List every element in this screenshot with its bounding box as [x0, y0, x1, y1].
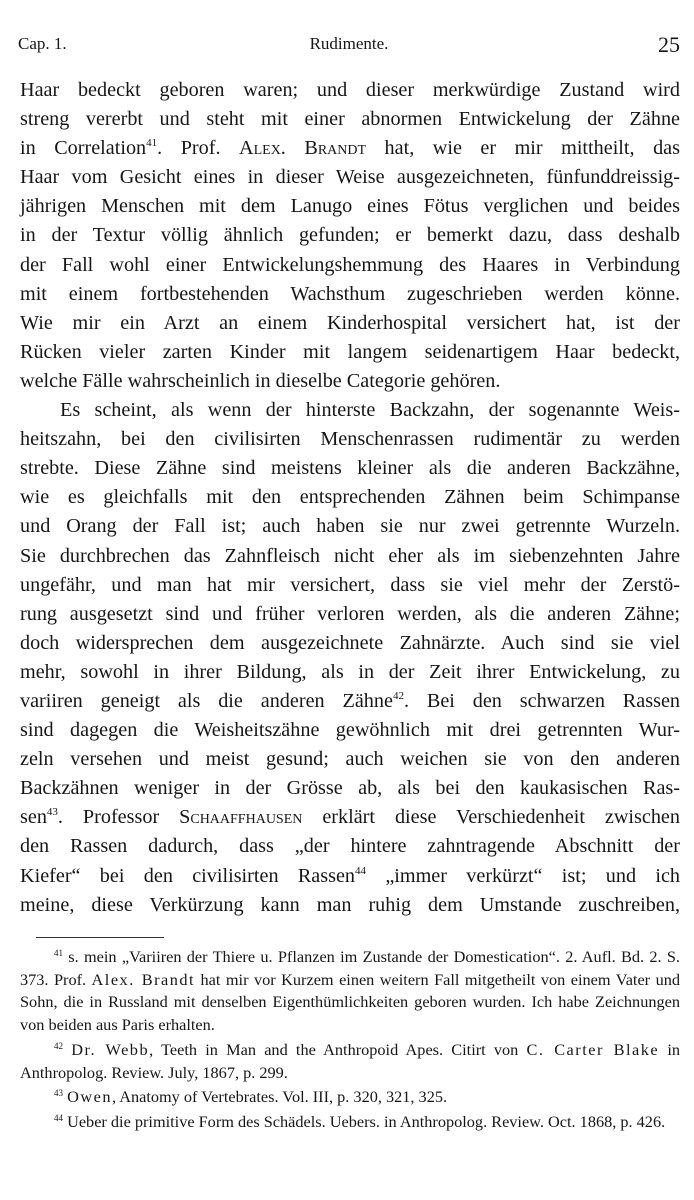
text-line: mit einem fortbestehenden Wachsthum zugeschrieben werden könne.	[20, 282, 680, 305]
text-line: jährigen Menschen mit dem Lanugo eines Fötus verglichen und beides	[20, 195, 680, 218]
footnote-ref: 43	[46, 806, 58, 819]
footnote-44: $^{44}$ Ueber die primitive Form des Schädels. Uebers. in Anthropolog. Review. Oct. 1868, p. 426.	[54, 1111, 666, 1131]
text-line: ungefähr, und man hat mir versichert, dass sie viel mehr der Zerstö-	[20, 573, 680, 596]
footnote-mark: 44	[54, 1112, 63, 1123]
text-line: mehr, sowohl in ihrer Bildung, als in der Zeit ihrer Entwickelung, zu	[20, 660, 680, 683]
text-line: Backzähnen weniger in der Grösse ab, als bei den kaukasischen Ras-	[20, 777, 680, 800]
text-line: strebte. Diese Zähne sind meistens kleiner als die anderen Backzähne,	[20, 457, 680, 480]
text-line: Kiefer“ bei den civilisirten Rassen$^{44}$ „immer verkürzt“ ist; und ich	[20, 864, 680, 887]
text-line: Es scheint, als wenn der hinterste Backzahn, der sogenannte Weis-	[60, 399, 680, 422]
footnote-mark: 42	[54, 1040, 63, 1051]
text-line: sen$^{43}$. Professor Schaaffhausen erklärt diese Verschiedenheit zwischen	[20, 806, 680, 829]
text-line: variiren geneigt als die anderen Zähne$^{42}$. Bei den schwarzen Rassen	[20, 689, 681, 712]
text-line: streng vererbt und steht mit einer abnormen Entwickelung der Zähne	[20, 108, 680, 131]
text-line: welche Fälle wahrscheinlich in dieselbe Categorie gehören.	[20, 369, 501, 392]
footnote-divider	[36, 937, 164, 938]
text-line: und Orang der Fall ist; auch haben sie nur zwei getrennte Wurzeln.	[20, 515, 680, 538]
footnote-ref: 42	[392, 689, 404, 702]
text-line: wie es gleichfalls mit den entsprechenden Zähnen beim Schimpanse	[20, 486, 680, 509]
text-line: Sie durchbrechen das Zahnfleisch nicht eher als im siebenzehnten Jahre	[20, 544, 680, 567]
author-name: Dr. Webb	[71, 1039, 150, 1059]
text-line: Haar bedeckt geboren waren; und dieser merkwürdige Zustand wird	[20, 79, 680, 101]
running-header	[18, 34, 680, 64]
main-text	[20, 76, 680, 920]
author-name: Schaaffhausen	[179, 806, 303, 829]
page-number: 25	[658, 32, 680, 57]
footnote-42: $^{42}$ Dr. Webb, Teeth in Man and the Anthropoid Apes. Citirt von C. Carter Blake in Anthropolog. Review. July, 1867, p. 299.	[20, 1039, 680, 1082]
author-name: Owen	[67, 1087, 112, 1107]
author-name: C. Carter Blake	[526, 1039, 660, 1059]
footnotes	[20, 946, 680, 1136]
footnote-43: $^{43}$ Owen, Anatomy of Vertebrates. Vol. III, p. 320, 321, 325.	[54, 1087, 448, 1107]
footnote-mark: 41	[54, 948, 63, 958]
footnote-ref: 41	[146, 137, 158, 150]
text-line: doch widersprechen dem ausgezeichnete Zahnärzte. Auch sind sie viel	[20, 631, 680, 654]
footnote-41: $^{41}$ s. mein „Variiren der Thiere u. Pflanzen im Zustande der Domestication“. 2. Aufl. Bd. 2. S. 373. Prof. Alex. Brandt hat mir vor Kurzem einen weitern Fall mitgetheilt von einem Vater und Sohn, die in Russland mit denselben Eigenthümlichkeiten geboren wurden. Ich habe Zeichnungen von beiden aus Paris erhalten.	[20, 947, 680, 1035]
text-line: den Rassen dadurch, dass „der hintere zahntragende Abschnitt der	[20, 835, 680, 858]
text-line: rung ausgesetzt sind und früher verloren werden, als die anderen Zähne;	[20, 602, 680, 625]
running-title: Rudimente.	[309, 34, 389, 53]
text-line: zeln versehen und meist gesund; auch weichen sie von den anderen	[20, 748, 680, 771]
text-line: meine, diese Verkürzung kann man ruhig dem Umstande zuschreiben,	[20, 893, 680, 916]
text-line: Wie mir ein Arzt an einem Kinderhospital versichert hat, ist der	[20, 311, 680, 334]
author-name: Alex. Brandt	[91, 969, 196, 989]
text-line: Haar vom Gesicht eines in dieser Weise ausgezeichneten, fünfunddreissig-	[20, 166, 680, 189]
author-name: Alex. Brandt	[239, 137, 367, 160]
text-line: Rücken vieler zarten Kinder mit langem seidenartigem Haar bedeckt,	[20, 340, 680, 363]
text-line: in Correlation$^{41}$. Prof. Alex. Brandt hat, wie er mir mittheilt, das	[20, 137, 680, 160]
text-line: der Fall wohl einer Entwickelungshemmung des Haares in Verbindung	[20, 253, 680, 276]
footnote-mark: 43	[54, 1088, 63, 1099]
text-line: heitszahn, bei den civilisirten Menschenrassen rudimentär zu werden	[20, 428, 680, 451]
chapter-label: Cap. 1.	[18, 34, 67, 53]
text-line: in der Textur völlig ähnlich gefunden; er bemerkt dazu, dass deshalb	[20, 224, 680, 247]
text-line: sind dagegen die Weisheitszähne gewöhnlich mit drei getrennten Wur-	[20, 719, 680, 742]
footnote-ref: 44	[355, 864, 367, 877]
